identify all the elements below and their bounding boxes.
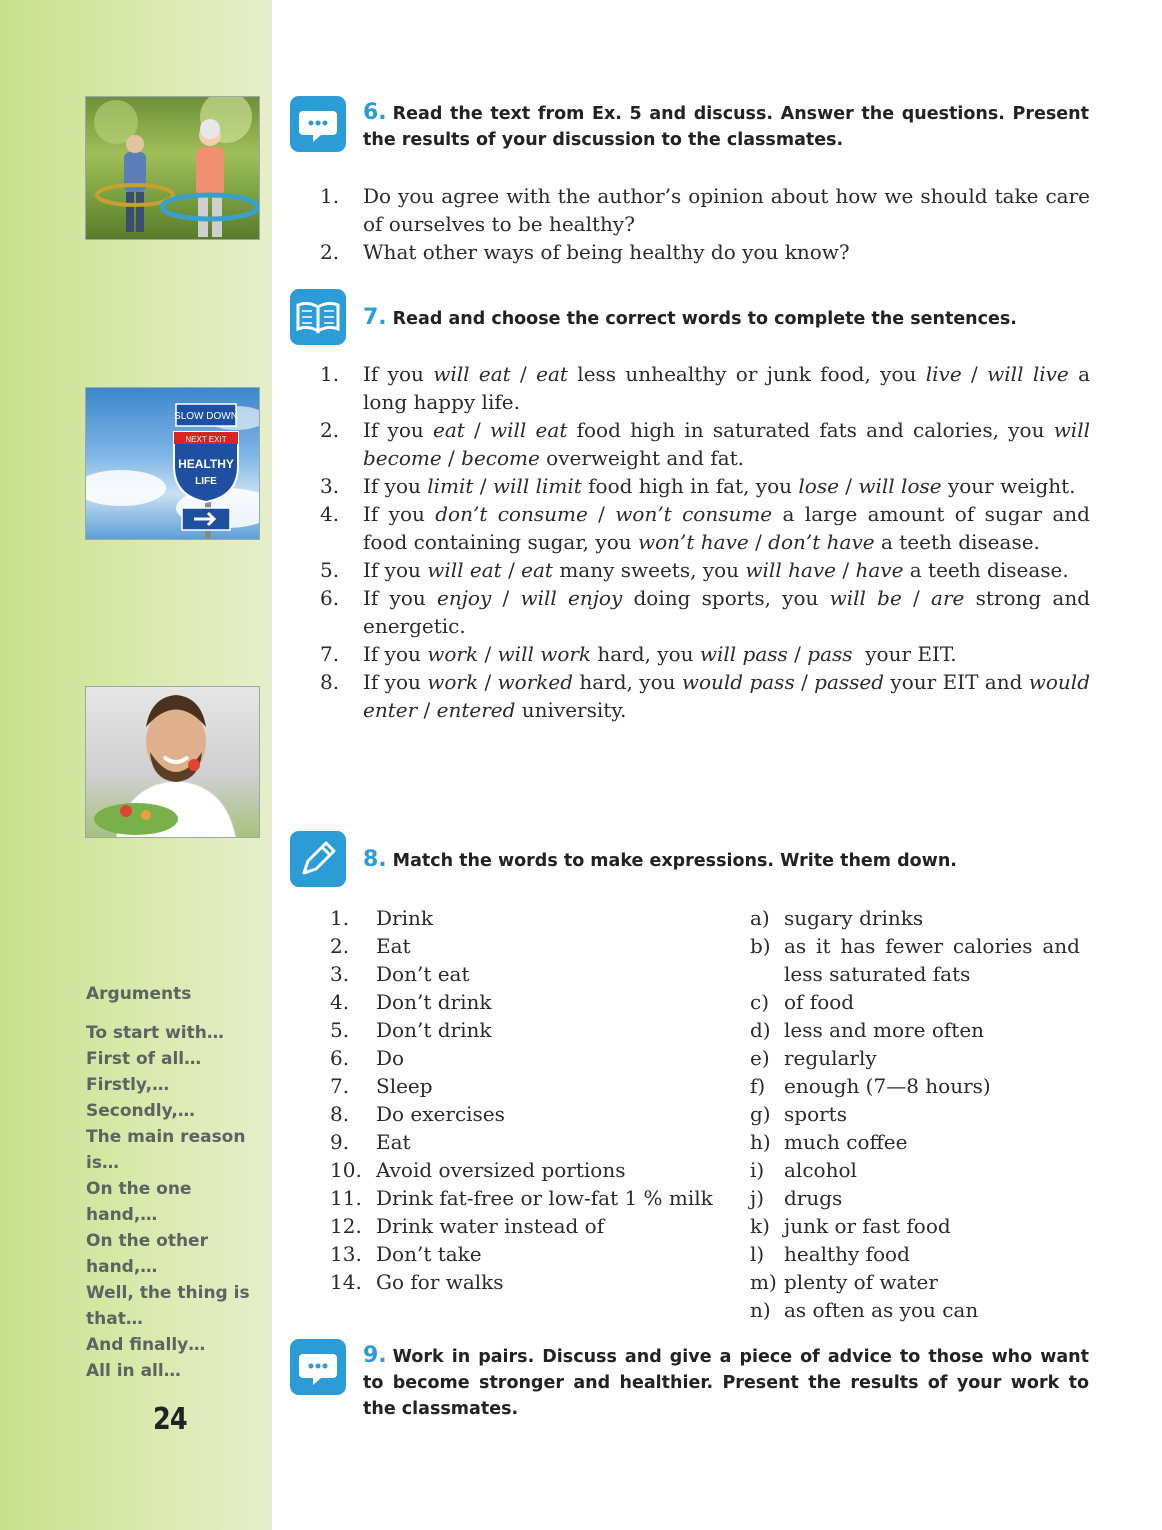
item-text: Do you agree with the author’s opinion about how we should take care of ourselves to be healthy? [363, 184, 1090, 236]
match-right-item [750, 1072, 1080, 1100]
item-number: 2. [320, 418, 340, 442]
item-text: Eat [376, 934, 411, 958]
item-number: b) [750, 934, 771, 958]
argument-phrase: And finally… [86, 1335, 206, 1355]
match-right-item [750, 1100, 1080, 1128]
match-right-item [750, 932, 1080, 988]
item-text: alcohol [784, 1158, 857, 1182]
item-number: l) [750, 1242, 765, 1266]
match-left-item [330, 1128, 720, 1156]
sentence-item [320, 472, 1090, 500]
item-text: If you work / worked hard, you would pass / passed your EIT and would enter / entered university. [363, 670, 1090, 722]
argument-phrase: hand,… [86, 1257, 158, 1277]
sentence-item [320, 584, 1090, 640]
item-number: f) [750, 1074, 766, 1098]
item-text: drugs [784, 1186, 843, 1210]
item-text: Sleep [376, 1074, 433, 1098]
match-left-item [330, 988, 720, 1016]
exercise-9-instruction [363, 1343, 1089, 1422]
item-number: m) [750, 1270, 777, 1294]
argument-phrase: On the other [86, 1231, 208, 1251]
arguments-heading: Arguments [86, 984, 192, 1004]
item-text: Do exercises [376, 1102, 505, 1126]
sentence-item [320, 668, 1090, 724]
item-text: Don’t eat [376, 962, 470, 986]
photo-healthy-life-sign [85, 387, 260, 540]
argument-phrase: Well, the thing is [86, 1283, 250, 1303]
sentence-item [320, 360, 1090, 416]
match-right-item [750, 1156, 1080, 1184]
item-text: Avoid oversized portions [376, 1158, 626, 1182]
instruction-text: Read the text from Ex. 5 and discuss. Answer the questions. Present the results of your discussion to the classmates. [363, 104, 1089, 150]
item-text: What other ways of being healthy do you know? [363, 240, 850, 264]
item-number: 6. [330, 1046, 350, 1070]
sentence-item [320, 640, 1090, 668]
item-number: 4. [320, 502, 340, 526]
item-text: Drink fat-free or low-fat 1 % milk [376, 1186, 713, 1210]
item-text: Go for walks [376, 1270, 504, 1294]
item-text: sports [784, 1102, 847, 1126]
item-text: Don’t take [376, 1242, 482, 1266]
instruction-text: Read and choose the correct words to complete the sentences. [392, 309, 1017, 329]
item-text: If you limit / will limit food high in fat, you lose / will lose your weight. [363, 474, 1076, 498]
match-right-item [750, 1016, 1080, 1044]
item-text: as often as you can [784, 1298, 979, 1322]
item-text: If you work / will work hard, you will pass / pass your EIT. [363, 642, 957, 666]
item-number: 10. [330, 1158, 362, 1182]
exercise-number: 7. [363, 305, 387, 330]
item-number: 8. [330, 1102, 350, 1126]
item-number: 7. [320, 642, 340, 666]
item-text: If you will eat / eat less unhealthy or junk food, you live / will live a long happy life. [363, 362, 1091, 414]
sentence-item [320, 416, 1090, 472]
match-left-item [330, 1240, 720, 1268]
item-number: 1. [320, 362, 340, 386]
match-right-item [750, 1044, 1080, 1072]
item-number: c) [750, 990, 770, 1014]
sign-healthy: HEALTHY [178, 457, 234, 471]
item-number: h) [750, 1130, 771, 1154]
item-number: 1. [320, 184, 340, 208]
exercise-6-questions [320, 182, 1090, 266]
pen-icon [290, 831, 346, 887]
item-text: junk or fast food [784, 1214, 951, 1238]
list-item [320, 238, 1090, 266]
argument-phrase: On the one hand,… [86, 1179, 192, 1225]
item-number: 1. [330, 906, 350, 930]
exercise-number: 9. [363, 1343, 387, 1368]
match-right-item [750, 1296, 1080, 1324]
match-left-item [330, 1268, 720, 1296]
exercise-8-instruction [363, 847, 1089, 874]
item-text: much coffee [784, 1130, 908, 1154]
item-text: of food [784, 990, 855, 1014]
match-left-column [330, 904, 720, 1296]
item-text: enough (7—8 hours) [784, 1074, 991, 1098]
sign-slow-down: SLOW DOWN [174, 411, 238, 422]
item-text: sugary drinks [784, 906, 924, 930]
speech-bubble-icon [290, 1339, 346, 1395]
argument-phrase: All in all… [86, 1361, 181, 1381]
sentence-item [320, 500, 1090, 556]
item-text: regularly [784, 1046, 877, 1070]
item-number: d) [750, 1018, 771, 1042]
match-right-item [750, 988, 1080, 1016]
item-number: 2. [330, 934, 350, 958]
match-left-item [330, 1156, 720, 1184]
item-text: Don’t drink [376, 990, 492, 1014]
match-right-item [750, 904, 1080, 932]
book-icon [290, 289, 346, 345]
list-item [320, 182, 1090, 238]
argument-phrase: To start with… [86, 1023, 224, 1043]
exercise-6-instruction [363, 100, 1089, 153]
item-text: Eat [376, 1130, 411, 1154]
match-left-item [330, 1184, 720, 1212]
item-text: If you will eat / eat many sweets, you will have / have a teeth disease. [363, 558, 1069, 582]
match-left-item [330, 1044, 720, 1072]
sentence-item [320, 556, 1090, 584]
item-text: Don’t drink [376, 1018, 492, 1042]
exercise-7-sentences [320, 360, 1090, 724]
item-number: 4. [330, 990, 350, 1014]
item-number: e) [750, 1046, 770, 1070]
match-left-item [330, 932, 720, 960]
argument-phrase: Secondly,… [86, 1101, 195, 1121]
argument-phrase: Firstly,… [86, 1075, 170, 1095]
item-text: Do [376, 1046, 405, 1070]
item-number: 13. [330, 1242, 362, 1266]
sign-next-exit: NEXT EXIT [185, 435, 227, 444]
item-number: a) [750, 906, 770, 930]
match-left-item [330, 1212, 720, 1240]
item-number: 3. [320, 474, 340, 498]
argument-phrase: is… [86, 1153, 119, 1173]
item-number: 5. [320, 558, 340, 582]
item-text: healthy food [784, 1242, 910, 1266]
exercise-number: 6. [363, 100, 387, 125]
item-number: 8. [320, 670, 340, 694]
match-right-column [750, 904, 1080, 1324]
match-left-item [330, 1100, 720, 1128]
argument-phrase: First of all… [86, 1049, 202, 1069]
instruction-text: Match the words to make expressions. Write them down. [392, 851, 957, 871]
exercise-7-instruction [363, 305, 1089, 332]
item-number: k) [750, 1214, 770, 1238]
item-number: 6. [320, 586, 340, 610]
match-right-item [750, 1240, 1080, 1268]
item-text: If you don’t consume / won’t consume a large amount of sugar and food containing sugar, you won’t have / don’t have a teeth disease. [363, 502, 1090, 554]
instruction-text: Work in pairs. Discuss and give a piece of advice to those who want to become stronger and healthier. Present the results of your work to the classmates. [363, 1347, 1089, 1419]
item-number: 7. [330, 1074, 350, 1098]
item-text: Drink [376, 906, 433, 930]
item-number: 14. [330, 1270, 362, 1294]
item-number: 11. [330, 1186, 362, 1210]
argument-phrase: that… [86, 1309, 143, 1329]
photo-hula-hoop-seniors [85, 96, 260, 240]
item-number: 9. [330, 1130, 350, 1154]
sign-life: LIFE [195, 476, 217, 487]
match-left-item [330, 960, 720, 988]
match-left-item [330, 1072, 720, 1100]
item-text: plenty of water [784, 1270, 938, 1294]
arguments-box [86, 984, 266, 1384]
item-text: as it has fewer calories and less saturated fats [784, 934, 1080, 986]
exercise-number: 8. [363, 847, 387, 872]
photo-man-eating-salad [85, 686, 260, 838]
item-text: less and more often [784, 1018, 985, 1042]
match-right-item [750, 1184, 1080, 1212]
item-number: 3. [330, 962, 350, 986]
item-number: g) [750, 1102, 771, 1126]
match-right-item [750, 1212, 1080, 1240]
item-text: If you eat / will eat food high in saturated fats and calories, you will become / become overweight and fat. [363, 418, 1090, 470]
match-right-item [750, 1128, 1080, 1156]
item-number: 5. [330, 1018, 350, 1042]
speech-bubble-icon [290, 96, 346, 152]
match-right-item [750, 1268, 1080, 1296]
item-number: 2. [320, 240, 340, 264]
item-text: Drink water instead of [376, 1214, 605, 1238]
match-left-item [330, 1016, 720, 1044]
item-text: If you enjoy / will enjoy doing sports, you will be / are strong and energetic. [363, 586, 1091, 638]
argument-phrase: The main reason [86, 1127, 246, 1147]
match-left-item [330, 904, 720, 932]
item-number: n) [750, 1298, 771, 1322]
item-number: j) [750, 1186, 765, 1210]
item-number: i) [750, 1158, 765, 1182]
page-number: 24 [153, 1402, 187, 1437]
item-number: 12. [330, 1214, 362, 1238]
